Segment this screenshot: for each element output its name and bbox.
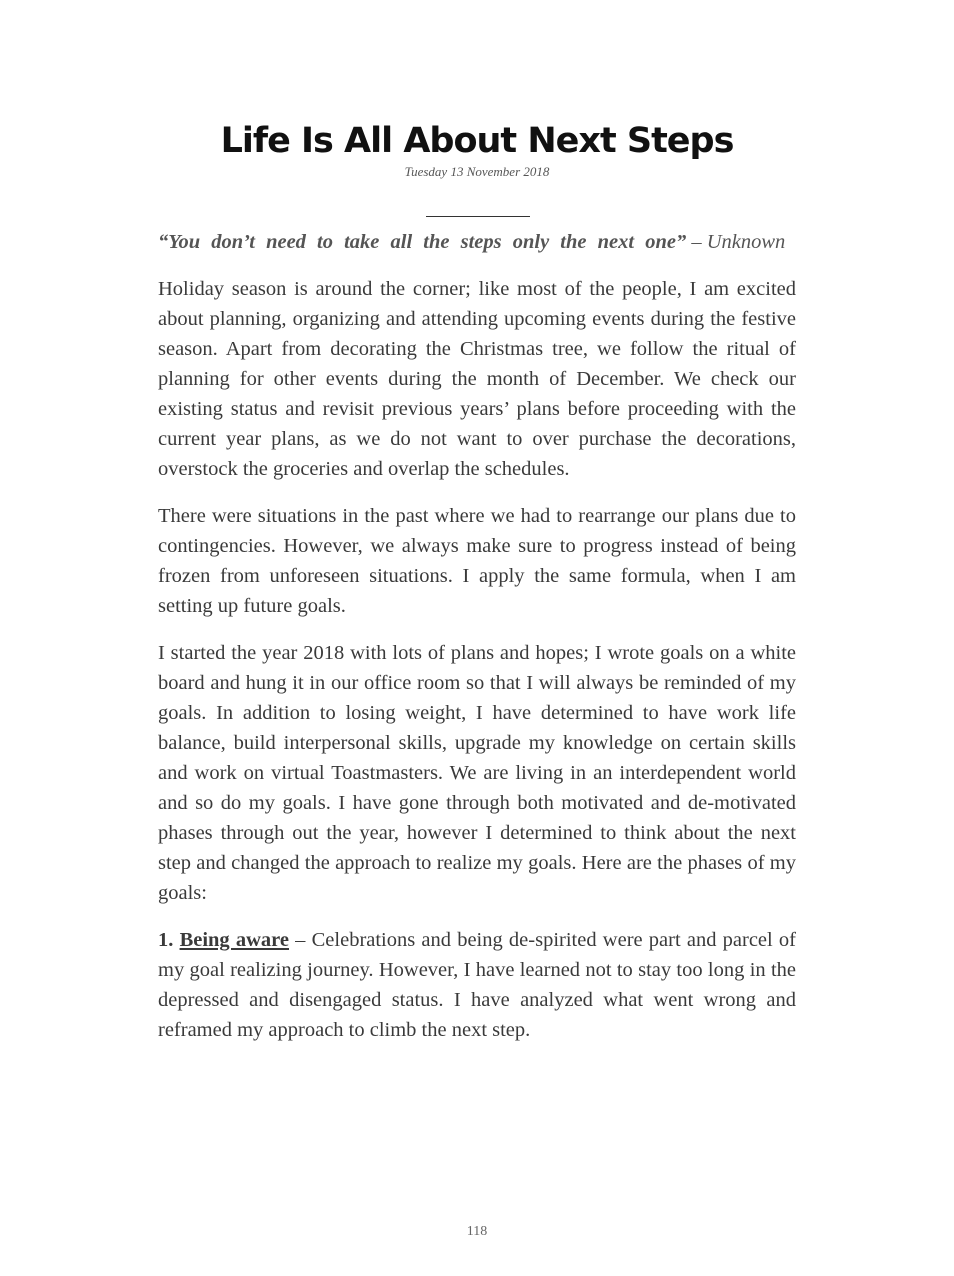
paragraph-situations: There were situations in the past where we had to rearrange our plans due to contingencies. However, we always make sure to progress instead of being frozen from unforeseen situations. I apply the same formula, when I am setting up future goals.	[158, 505, 796, 617]
step-number: 1.	[158, 929, 174, 951]
article-body	[158, 227, 796, 1062]
step-text: – Celebrations and being de-spirited were part and parcel of my goal realizing journey. However, I have learned not to stay too long in the depressed and disengaged status. I have analyzed what went wrong and reframed my approach to climb the next step.	[158, 929, 796, 1041]
paragraph-holiday: Holiday season is around the corner; like most of the people, I am excited about planning, organizing and attending upcoming events during the festive season. Apart from decorating the Christmas tree, we follow the ritual of planning for other events during the month of December. We check our existing status and revisit previous years’ plans before proceeding with the current year plans, as we do not want to over purchase the decorations, overstock the groceries and overlap the schedules.	[158, 278, 796, 480]
quote-dash: –	[686, 231, 707, 253]
quote-author: Unknown	[706, 231, 786, 253]
page-number: 118	[466, 1224, 488, 1239]
quote-text: “You don’t need to take all the steps only the next one”	[158, 231, 687, 253]
publish-date: Tuesday 13 November 2018	[404, 164, 550, 179]
epigraph-quote	[158, 227, 796, 257]
paragraph-goals: I started the year 2018 with lots of plans and hopes; I wrote goals on a white board and hung it in our office room so that I will always be reminded of my goals. In addition to losing weight, I have determined to have work life balance, build interpersonal skills, upgrade my knowledge on certain skills and work on virtual Toastmasters. We are living in an interdependent world and so do my goals. I have gone through both motivated and de-motivated phases through out the year, however I determined to think about the next step and changed the approach to realize my goals. Here are the phases of my goals:	[158, 642, 796, 904]
step-title: Being aware	[179, 929, 289, 951]
page-title: Life Is All About Next Steps	[220, 121, 734, 161]
title-divider	[426, 216, 530, 217]
step-being-aware	[158, 925, 796, 1045]
